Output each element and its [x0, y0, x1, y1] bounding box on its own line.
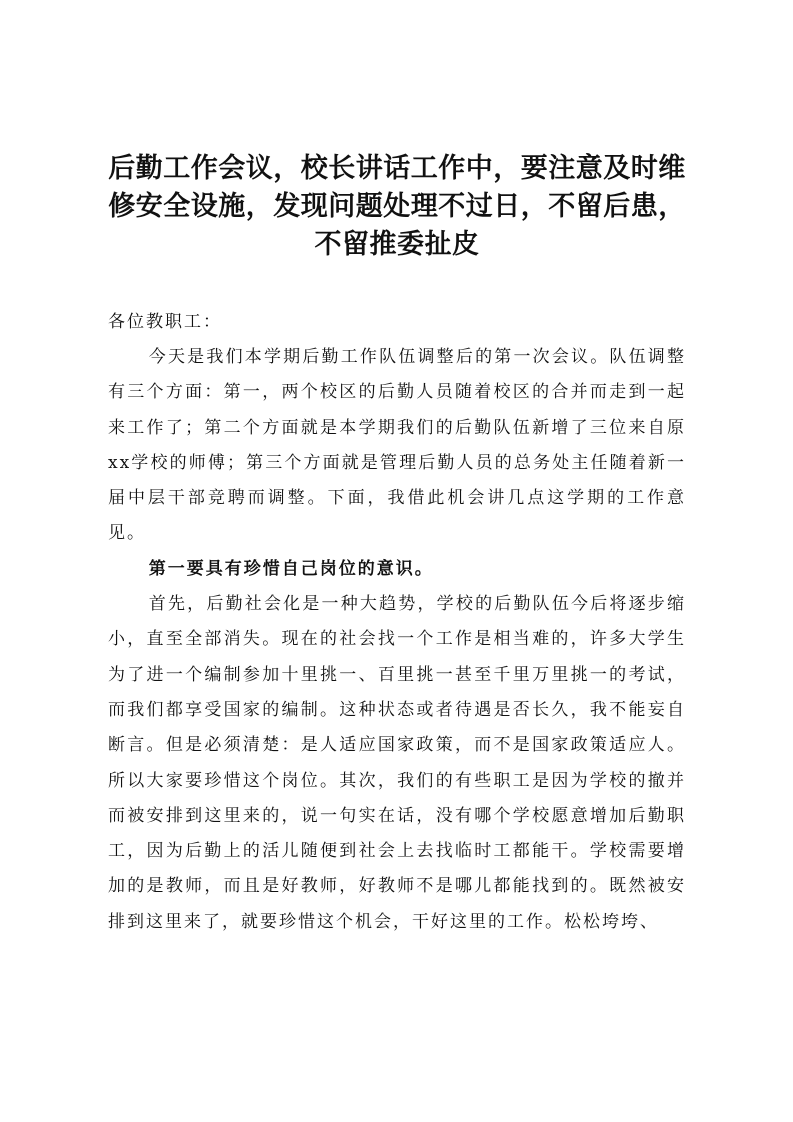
- section-heading: 第一要具有珍惜自己岗位的意识。: [148, 558, 434, 579]
- document-body: [108, 150, 686, 940]
- document-title: 后勤工作会议，校长讲话工作中，要注意及时维修安全设施，发现问题处理不过日，不留后患，不留推委扯皮: [108, 153, 686, 260]
- intro-paragraph: 今天是我们本学期后勤工作队伍调整后的第一次会议。队伍调整有三个方面：第一，两个校区的后勤人员随着校区的合并而走到一起来工作了；第二个方面就是本学期我们的后勤队伍新增了三位来自原xx学校的师傅；第三个方面就是管理后勤人员的总务处主任随着新一届中层干部竞聘而调整。下面，我借此机会讲几点这学期的工作意见。: [108, 347, 686, 544]
- salutation: 各位教职工：: [108, 312, 222, 332]
- section-paragraph: 首先，后勤社会化是一种大趋势，学校的后勤队伍今后将逐步缩小，直至全部消失。现在的社会找一个工作是相当难的，许多大学生为了进一个编制参加十里挑一、百里挑一甚至千里万里挑一的考试，而我们都享受国家的编制。这种状态或者待遇是否长久，我不能妄自断言。但是必须清楚：是人适应国家政策，而不是国家政策适应人。所以大家要珍惜这个岗位。其次，我们的有些职工是因为学校的撤并而被安排到这里来的，说一句实在话，没有哪个学校愿意增加后勤职工，因为后勤上的活儿随便到社会上去找临时工都能干。学校需要增加的是教师，而且是好教师，好教师不是哪儿都能找到的。既然被安排到这里来了，就要珍惜这个机会，干好这里的工作。松松垮垮、: [108, 594, 686, 932]
